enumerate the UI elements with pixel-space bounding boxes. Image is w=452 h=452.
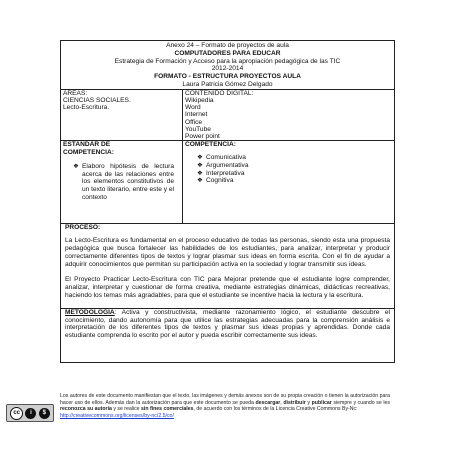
noncommercial-icon: $: [39, 408, 50, 419]
metodologia-section: [61, 309, 394, 362]
diamond-bullet-icon: ❖: [197, 161, 203, 169]
format-title: FORMATO - ESTRUCTURA PROYECTOS AULA: [154, 73, 301, 81]
list-item: ❖ Argumentativa: [197, 161, 249, 169]
annex-title: Anexo 24 – Formato de proyectos de aula: [166, 42, 289, 49]
contenido-item: Word: [185, 104, 201, 112]
contenido-item: Power point: [185, 133, 220, 140]
contenido-item: Wikipedia: [185, 96, 214, 104]
area-item: CIENCIAS SOCIALES.: [63, 96, 131, 104]
areas-label: AREAS:: [63, 89, 88, 97]
competencia-list: [197, 154, 392, 185]
list-item: ❖ Interpretativa: [197, 169, 245, 177]
contenido-cell: [183, 90, 394, 140]
areas-row: [61, 90, 394, 141]
license-footer: Los autores de este documento manifiestan que el texto, las imágenes y demás anexos son de su propia creación o tienen la autorización para hacer uso de ellos. Además dan la autorización para que este documento se pueda descargar, distribuir y publicar siempre y cuando se les reconozca su autoría y se realice sin fines comerciales, de acuerdo con los términos de la Licencia Creative Commons By-Nc: http://creativecommons.org/licenses/by-nc/2.5/co/: [60, 393, 390, 420]
author-name: Laura Patricia Gómez Delgado: [182, 80, 273, 88]
competencia-label: COMPETENCIA:: [185, 141, 236, 149]
estandar-label: ESTANDAR DE: [63, 141, 111, 149]
competencia-cell: [183, 141, 394, 223]
program-title: COMPUTADORES PARA EDUCAR: [174, 49, 281, 57]
contenido-item: Office: [185, 118, 203, 126]
license-link[interactable]: http://creativecommons.org/licenses/by-nc/2.5/co/: [60, 413, 174, 420]
strategy-line: Estrategia de Formación y Acceso para la apropiación pedagógica de las TIC: [114, 57, 341, 65]
creative-commons-badge: [6, 404, 54, 422]
period-line: 2012-2014: [211, 65, 244, 73]
diamond-bullet-icon: ❖: [197, 154, 203, 161]
proceso-paragraph: La Lecto-Escritura es fundamental en el proceso educativo de todas las personas, siendo esta una propuesta pedagógica que busca fortalecer las habilidades de los estudiantes, para analizar, interpretar y producir correctamente diferentes tipos de textos y lograr plasmar sus ideas en forma escrita. Con el fin de ayudar a adquirir conocimientos que permitan su participación activa en la sociedad y lograr transmitir sus ideas.: [65, 237, 390, 268]
contenido-item: Internet: [185, 111, 208, 119]
metodologia-paragraph: [65, 309, 390, 340]
estandar-cell: [61, 141, 183, 223]
list-item: ❖ Cognitiva: [197, 177, 234, 185]
document-header: [61, 41, 394, 90]
metodologia-text: : Activa y constructivista, mediante razonamiento lógico, el estudiante descubre el conocimiento, dando autonomía para que utilice las estrategias adecuadas para la comprensión análisis e interpretación de los diferentes tipos de textos y plasmar sus ideas propias y aprendidas. Donde cada estudiante comprenda lo escrito por el autor y pueda escribir correctamente sus ideas.: [65, 308, 390, 340]
format-document: [60, 40, 395, 363]
contenido-item: YouTube: [185, 125, 211, 133]
contenido-label: CONTENIDO DIGITAL:: [185, 89, 254, 97]
attribution-icon: i: [25, 408, 36, 419]
competencias-row: [61, 141, 394, 224]
proceso-label: PROCESO:: [65, 224, 101, 232]
estandar-bullet: [63, 163, 180, 204]
diamond-bullet-icon: ❖: [73, 162, 79, 170]
estandar-label: COMPETENCIA:: [63, 149, 114, 156]
diamond-bullet-icon: ❖: [197, 169, 203, 177]
areas-cell: [61, 90, 183, 140]
diamond-bullet-icon: ❖: [197, 177, 203, 185]
estandar-text: Elaboro hipótesis de lectura acerca de las relaciones entre los elementos constitutivos de un texto literario, entre este y el contexto: [82, 162, 174, 201]
metodologia-label: METODOLOGIA: [65, 308, 115, 316]
list-item: ❖ Comunicativa: [197, 154, 246, 161]
proceso-paragraph: El Proyecto Practicar Lecto-Escritura con TIC para Mejorar pretende que el estudiante logre comprender, analizar, interpretar y cuestionar de forma creativa, mediante estrategias dinámicas, didácticas recreativas, haciendo los temas más agradables, para que el estudiante se incentive hacia la lectura y la escritura.: [65, 276, 390, 299]
area-item: Lecto-Escritura.: [63, 104, 110, 112]
cc-icon: cc: [10, 407, 23, 420]
proceso-section: [61, 224, 394, 309]
